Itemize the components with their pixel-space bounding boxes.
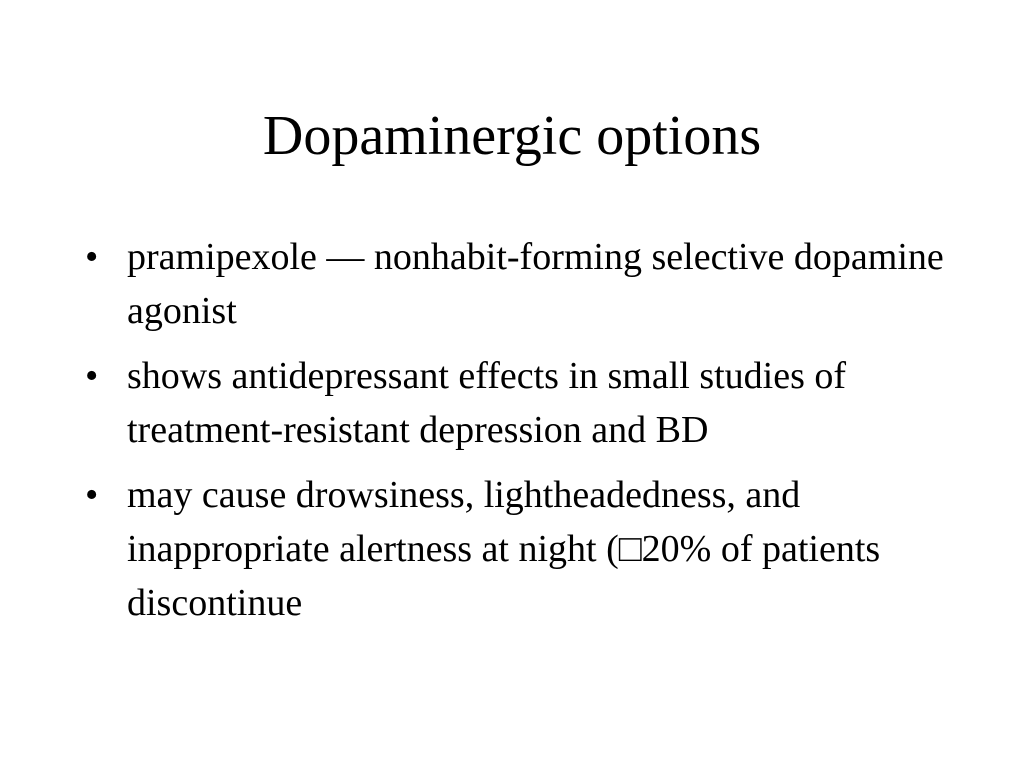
bullet-item [82,468,962,630]
bullet-text: may cause drowsiness, lightheadedness, and inappropriate alertness at night (□20% of patients discontinue [127,474,881,624]
bullet-text: pramipexole — nonhabit-forming selective dopamine agonist [127,236,944,332]
bullet-item [82,230,962,338]
bullet-text: shows antidepressant effects in small studies of treatment-resistant depression and BD [127,355,847,451]
slide-title: Dopaminergic options [262,105,762,167]
bullet-list [82,230,962,641]
bullet-dot-icon: • [85,236,99,278]
bullet-item [82,349,962,457]
bullet-dot-icon: • [85,355,99,397]
bullet-dot-icon: • [85,474,99,516]
